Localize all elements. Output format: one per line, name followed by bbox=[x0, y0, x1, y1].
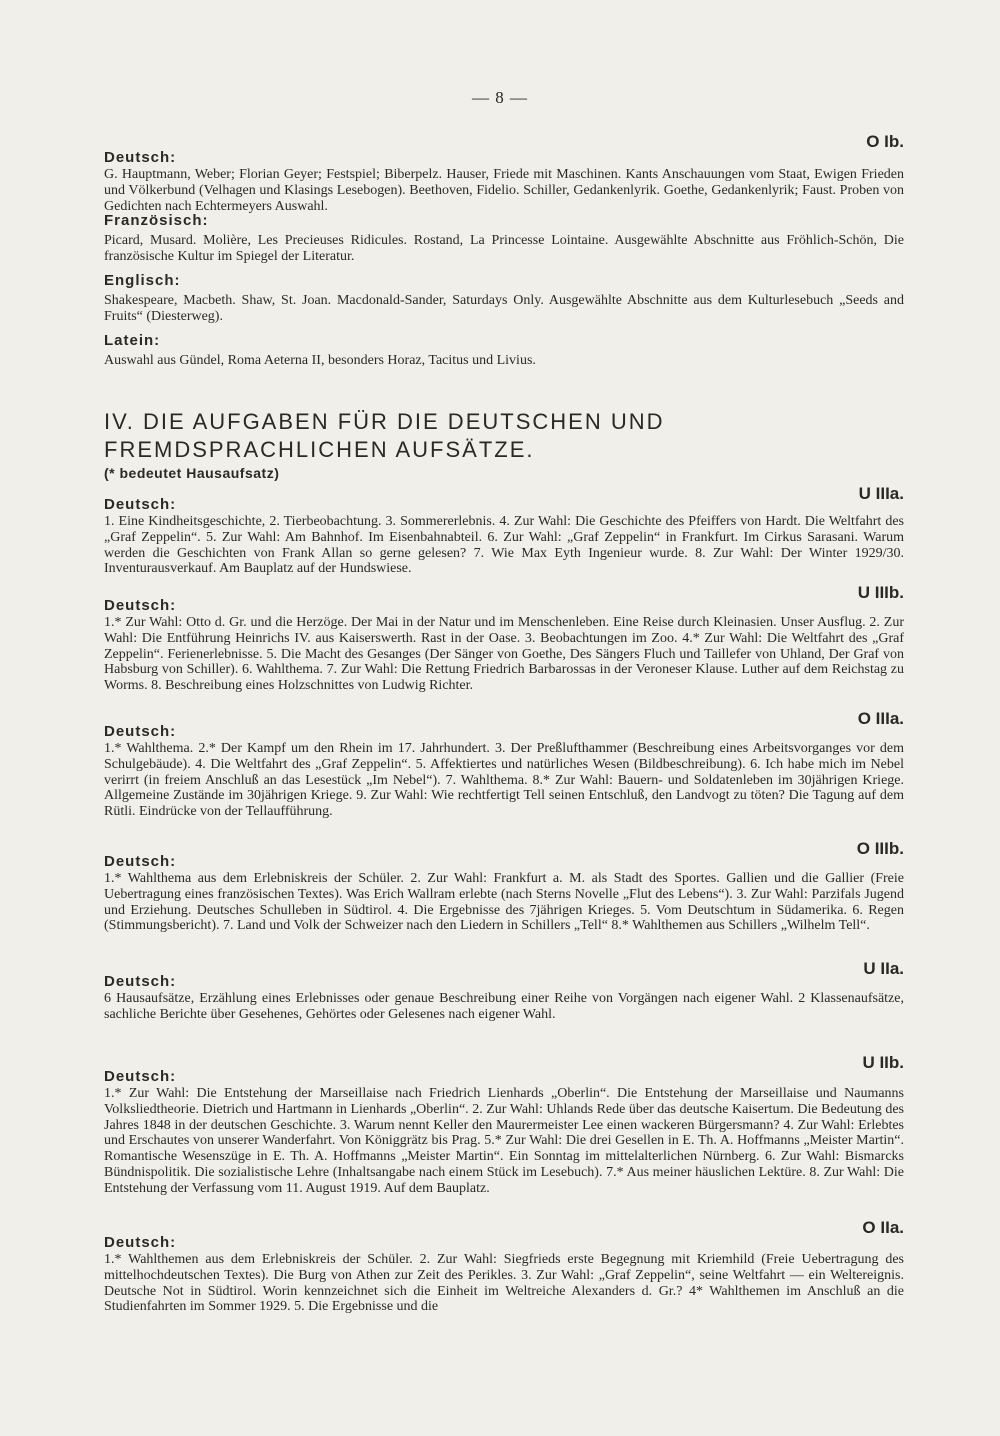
section-u-iib bbox=[104, 1053, 904, 1218]
grade-label: O IIIb. bbox=[856, 839, 904, 858]
page-number: — 8 — bbox=[472, 88, 528, 107]
grade-label: U IIIa. bbox=[858, 484, 904, 503]
section-u-iiia bbox=[104, 484, 904, 583]
chapter-heading bbox=[104, 408, 904, 484]
subject-heading: Französisch: bbox=[104, 212, 209, 229]
subject-heading: Deutsch: bbox=[104, 1068, 177, 1085]
section-o-iia bbox=[104, 1218, 904, 1318]
chapter-title-line-2: FREMDSPRACHLICHEN AUFSÄTZE. bbox=[104, 437, 535, 462]
paragraph: 1. Eine Kindheitsgeschichte, 2. Tierbeobachtung. 3. Sommererlebnis. 4. Zur Wahl: Die Geschichte des Pfeiffers von Hardt. Die Weltfahrt des „Graf Zeppelin“. 5. Zur Wahl: Am Bahnhof. Im Eisenbahnabteil. 6. Zur Wahl: „Graf Zeppelin“ in Frankfurt. Im Cirkus Sarasani. Warum werden die Geschichten von Frank Allan so gerne gelesen? 7. Wie Max Eyth Ingenieur wurde. 8. Zur Wahl: Der Winter 1929/30. Inventurausverkauf. Am Bauplatz auf der Hundswiese. bbox=[104, 514, 904, 577]
section-lektuere-o-ib bbox=[104, 132, 904, 212]
subject-heading: Deutsch: bbox=[104, 973, 177, 990]
subject-heading: Englisch: bbox=[104, 272, 181, 289]
subject-heading: Deutsch: bbox=[104, 597, 177, 614]
grade-label: O IIIa. bbox=[857, 709, 904, 728]
grade-label: O Ib. bbox=[866, 132, 904, 151]
paragraph: 6 Hausaufsätze, Erzählung eines Erlebnisses oder genaue Beschreibung einer Reihe von Vorgängen nach eigener Wahl. 2 Klassenaufsätze, sachliche Berichte über Gesehenes, Gehörtes oder Gelesenes nach eigener Wahl. bbox=[104, 991, 904, 1022]
page-content bbox=[104, 132, 904, 1318]
subject-heading: Latein: bbox=[104, 332, 161, 349]
paragraph: Shakespeare, Macbeth. Shaw, St. Joan. Macdonald-Sander, Saturdays Only. Ausgewählte Abschnitte aus dem Kulturlesebuch „Seeds and Fruits“ (Diesterweg). bbox=[104, 293, 904, 324]
paragraph: G. Hauptmann, Weber; Florian Geyer; Festspiel; Biberpelz. Hauser, Friede mit Maschinen. Kants Anschauungen vom Staat, Ewigen Frieden und Völkerbund (Velhagen und Klasings Lesebogen). Beethoven, Fidelio. Schiller, Gedankenlyrik. Goethe, Gedankenlyrik; Faust. Proben von Gedichten nach Echtermeyers Auswahl. bbox=[104, 167, 904, 214]
section-franzoesisch bbox=[104, 212, 904, 272]
grade-label: U IIIb. bbox=[857, 583, 904, 602]
grade-label: U IIa. bbox=[863, 959, 904, 978]
section-o-iiia bbox=[104, 709, 904, 839]
chapter-note: (* bedeutet Hausaufsatz) bbox=[104, 465, 280, 481]
section-englisch bbox=[104, 272, 904, 332]
section-u-iia bbox=[104, 959, 904, 1053]
subject-heading: Deutsch: bbox=[104, 496, 177, 513]
paragraph: 1.* Wahlthemen aus dem Erlebniskreis der Schüler. 2. Zur Wahl: Siegfrieds erste Begegnung mit Kriemhild (Freie Uebertragung des mittelhochdeutschen Textes). Die Burg von Athen zur Zeit des Perikles. 3. Zur Wahl: „Graf Zeppelin“, seine Weltfahrt — ein Weltereignis. Deutsche Not in Südtirol. Worin kennzeichnet sich die Einheit im Weltreiche Alexanders d. Gr.? 4* Wahlthemen im Anschluß an die Studienfahrten im Sommer 1929. 5. Die Ergebnisse und die bbox=[104, 1252, 904, 1315]
subject-heading: Deutsch: bbox=[104, 723, 177, 740]
paragraph: 1.* Zur Wahl: Die Entstehung der Marseillaise nach Friedrich Lienhards „Oberlin“. Die Entstehung der Marseillaise und Naumanns Volksliedtheorie. Dietrich und Hartmann in Lienhards „Oberlin“. 2. Zur Wahl: Uhlands Rede über das deutsche Kaisertum. Die Bedeutung des Jahres 1848 in der deutschen Geschichte. 3. Warum nennt Keller den Maurermeister Lee einen wackeren Bürgersmann? 4. Zur Wahl: Erlebtes und Erschautes von unserer Wanderfahrt. Von Königgrätz bis Prag. 5.* Zur Wahl: Die drei Gesellen in E. Th. A. Hoffmanns „Meister Martin“. Romantische Wesenszüge in E. Th. A. Hoffmanns „Meister Martin“. Ein Sonntag im mittelalterlichen Nürnberg. 6. Zur Wahl: Bismarcks Bündnispolitik. Die sozialistische Lehre (Inhaltsangabe nach einem Stück im Lesebuch). 7.* Aus meiner häuslichen Lektüre. 8. Zur Wahl: Die Entstehung der Verfassung vom 11. August 1919. Auf dem Bauplatz. bbox=[104, 1086, 904, 1196]
paragraph: Picard, Musard. Molière, Les Precieuses Ridicules. Rostand, La Princesse Lointaine. Ausgewählte Abschnitte aus Fröhlich-Schön, Die französische Kultur im Spiegel der Literatur. bbox=[104, 233, 904, 264]
paragraph: 1.* Zur Wahl: Otto d. Gr. und die Herzöge. Der Mai in der Natur und im Menschenleben. Eine Reise durch Kleinasien. Unser Ausflug. 2. Zur Wahl: Die Entführung Heinrichs IV. aus Kaiserswerth. Rast in der Oase. 3. Beobachtungen im Zoo. 4.* Zur Wahl: Die Weltfahrt des „Graf Zeppelin“. Ferienerlebnisse. 5. Die Macht des Gesanges (Der Sänger von Goethe, Des Sängers Fluch und Taillefer von Uhland, Der Graf von Habsburg von Schiller). 6. Wahlthema. 7. Zur Wahl: Die Rettung Friedrich Barbarossas in der Veroneser Klause. Luther auf dem Reichstag zu Worms. 8. Beschreibung eines Holzschnittes von Ludwig Richter. bbox=[104, 615, 904, 694]
paragraph: 1.* Wahlthema. 2.* Der Kampf um den Rhein im 17. Jahrhundert. 3. Der Preßlufthammer (Beschreibung eines Arbeitsvorganges vor dem Schulgebäude). 4. Die Weltfahrt des „Graf Zeppelin“. 5. Affektiertes und natürliches Wesen (Bildbeschreibung). 6. Ich habe mich im Nebel verirrt (in freiem Anschluß an das Lesestück „Im Nebel“). 7. Wahlthema. 8.* Zur Wahl: Bauern- und Soldatenleben im 30jährigen Kriege. Allgemeine Zustände im 30jährigen Kriege. 9. Zur Wahl: Wie rechtfertigt Tell seinen Entschluß, den Landvogt zu töten? Die Tagung auf dem Rütli. Eindrücke von der Tellaufführung. bbox=[104, 741, 904, 820]
subject-heading: Deutsch: bbox=[104, 149, 177, 166]
subject-heading: Deutsch: bbox=[104, 1234, 177, 1251]
section-latein bbox=[104, 332, 904, 408]
subject-heading: Deutsch: bbox=[104, 853, 177, 870]
paragraph: 1.* Wahlthema aus dem Erlebniskreis der Schüler. 2. Zur Wahl: Frankfurt a. M. als Stadt des Sportes. Gallien und die Gallier (Freie Uebertragung eines französischen Textes). Was Erich Wallram erlebte (nach Sterns Novelle „Flut des Lebens“). 3. Zur Wahl: Parzifals Jugend und Erziehung. Deutsches Schulleben in Südtirol. 4. Die Ergebnisse des 7jährigen Krieges. 5. Vom Deutschtum in Südamerika. 6. Regen (Stimmungsbericht). 7. Land und Volk der Schweizer nach den Liedern in Schillers „Tell“ 8.* Wahlthemen aus Schillers „Wilhelm Tell“. bbox=[104, 871, 904, 934]
grade-label: O IIa. bbox=[862, 1218, 904, 1237]
grade-label: U IIb. bbox=[862, 1053, 904, 1072]
section-o-iiib bbox=[104, 839, 904, 959]
section-u-iiib bbox=[104, 583, 904, 709]
paragraph: Auswahl aus Gündel, Roma Aeterna II, besonders Horaz, Tacitus und Livius. bbox=[104, 353, 536, 368]
chapter-title-line-1: IV. DIE AUFGABEN FÜR DIE DEUTSCHEN UND bbox=[104, 409, 665, 434]
